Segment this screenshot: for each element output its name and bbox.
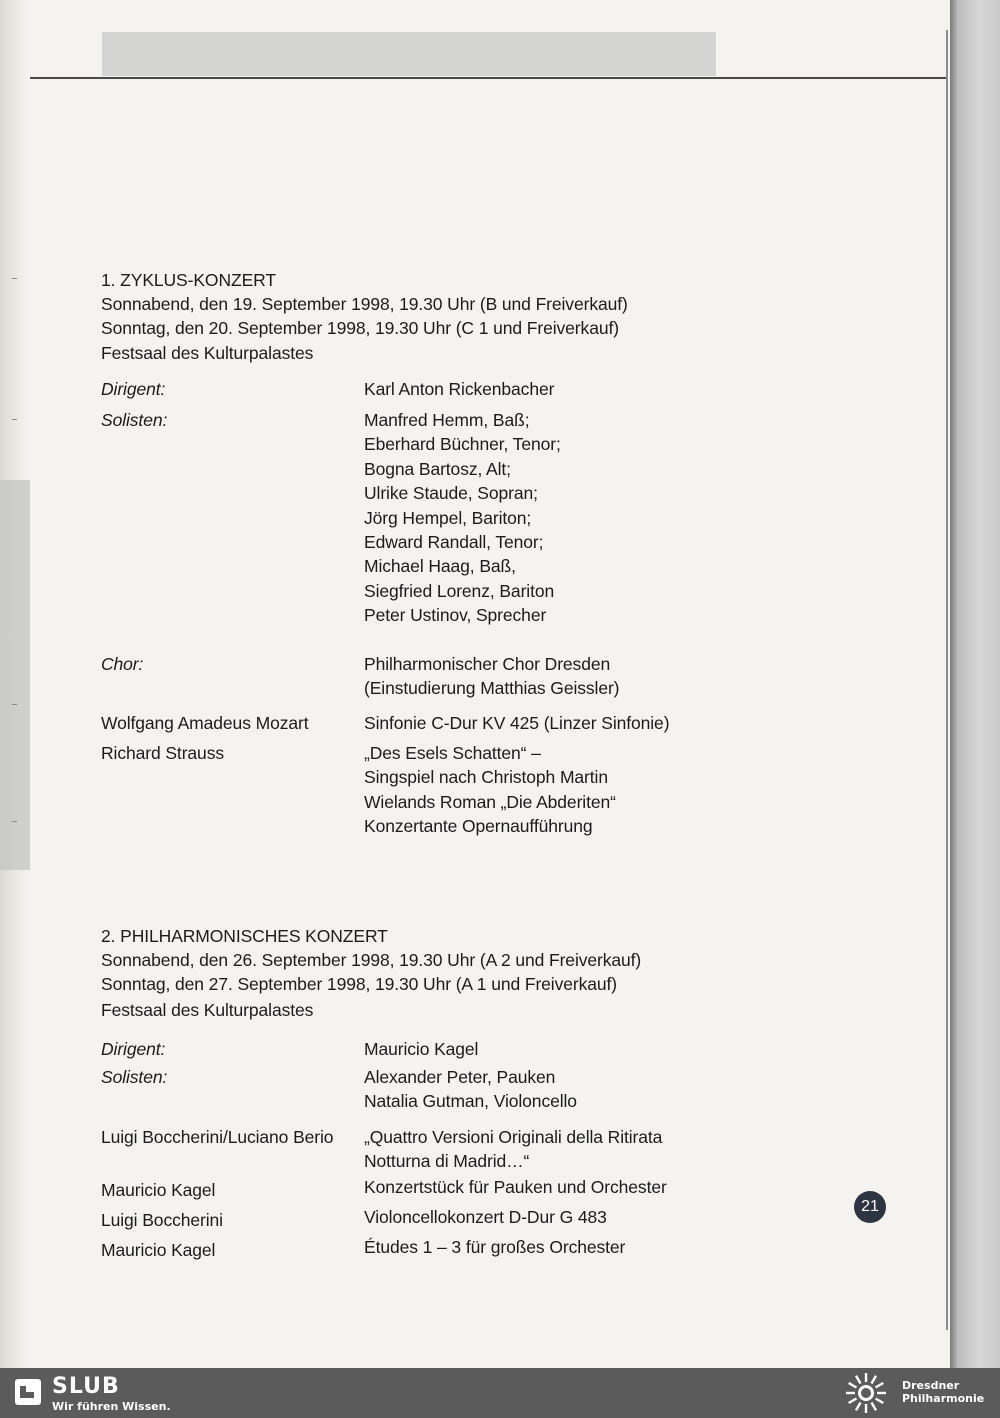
soloist: Manfred Hemm, Baß; — [364, 410, 530, 430]
slub-logo-icon — [14, 1378, 42, 1406]
work-title: Konzertstück für Pauken und Orchester — [364, 1177, 667, 1197]
partner-name-line: Philharmonie — [902, 1392, 985, 1405]
concert-venue: Festsaal des Kulturpalastes — [101, 343, 314, 363]
dresdner-philharmonie-name — [902, 1379, 984, 1405]
concert-heading: 1. ZYKLUS-KONZERT — [101, 270, 276, 290]
dresdner-philharmonie-logo-icon — [842, 1371, 890, 1415]
work-title — [364, 1127, 662, 1176]
soloists-label: Solisten: — [101, 1067, 168, 1087]
conductor-name: Mauricio Kagel — [364, 1039, 479, 1059]
work-composer: Mauricio Kagel — [101, 1240, 216, 1260]
page-right-edge — [950, 0, 1000, 1368]
choir-info — [364, 654, 619, 703]
work-title: Violoncellokonzert D-Dur G 483 — [364, 1207, 607, 1227]
partner-name-line: Dresdner — [902, 1379, 960, 1392]
concert-date: Sonntag, den 27. September 1998, 19.30 Uhr (A 1 und Freiverkauf) — [101, 974, 618, 994]
soloist: Edward Randall, Tenor; — [364, 531, 544, 552]
slub-tagline: Wir führen Wissen. — [52, 1400, 171, 1413]
work-title: Études 1 – 3 für großes Orchester — [364, 1237, 626, 1257]
work-title: Sinfonie C-Dur KV 425 (Linzer Sinfonie) — [364, 713, 670, 733]
work-composer: Wolfgang Amadeus Mozart — [101, 713, 309, 733]
soloist: Siegfried Lorenz, Bariton — [364, 580, 555, 601]
footer-bar — [0, 1368, 1000, 1418]
soloist: Peter Ustinov, Sprecher — [364, 605, 547, 626]
page-number-badge: 21 — [854, 1191, 886, 1223]
concert-date: Sonntag, den 20. September 1998, 19.30 Uhr (C 1 und Freiverkauf) — [101, 318, 619, 338]
soloist: Ulrike Staude, Sopran; — [364, 483, 538, 504]
soloist: Eberhard Büchner, Tenor; — [364, 434, 561, 455]
work-title-line: „Des Esels Schatten“ – — [364, 743, 541, 763]
work-title-line: „Quattro Versioni Originali della Ritirata — [364, 1127, 663, 1147]
conductor-label: Dirigent: — [101, 1039, 166, 1059]
work-composer: Richard Strauss — [101, 743, 224, 763]
work-composer: Luigi Boccherini/Luciano Berio — [101, 1127, 334, 1147]
soloist: Jörg Hempel, Bariton; — [364, 507, 532, 528]
concert-venue: Festsaal des Kulturpalastes — [101, 1000, 314, 1020]
choir-name: Philharmonischer Chor Dresden — [364, 654, 611, 674]
conductor-name: Karl Anton Rickenbacher — [364, 379, 555, 399]
soloists-list — [364, 410, 561, 630]
work-title — [364, 743, 616, 841]
work-title-line: Konzertante Opernaufführung — [364, 816, 593, 837]
work-title-line: Singspiel nach Christoph Martin — [364, 767, 608, 788]
choir-rehearsal: (Einstudierung Matthias Geissler) — [364, 678, 620, 699]
concert-date: Sonnabend, den 19. September 1998, 19.30 Uhr (B und Freiverkauf) — [101, 294, 628, 314]
soloists-list — [364, 1067, 577, 1116]
soloist: Alexander Peter, Pauken — [364, 1067, 556, 1087]
work-composer: Luigi Boccherini — [101, 1210, 223, 1230]
soloists-label: Solisten: — [101, 410, 168, 430]
soloist: Natalia Gutman, Violoncello — [364, 1091, 577, 1112]
soloist: Bogna Bartosz, Alt; — [364, 458, 511, 479]
work-title-line: Notturna di Madrid…“ — [364, 1151, 530, 1172]
work-title-line: Wielands Roman „Die Abderiten“ — [364, 791, 616, 812]
soloist: Michael Haag, Baß, — [364, 556, 516, 577]
conductor-label: Dirigent: — [101, 379, 166, 399]
work-composer: Mauricio Kagel — [101, 1180, 216, 1200]
concert-heading: 2. PHILHARMONISCHES KONZERT — [101, 926, 388, 946]
concert-date: Sonnabend, den 26. September 1998, 19.30 Uhr (A 2 und Freiverkauf) — [101, 950, 642, 970]
slub-name: SLUB — [52, 1374, 120, 1399]
choir-label: Chor: — [101, 654, 144, 674]
